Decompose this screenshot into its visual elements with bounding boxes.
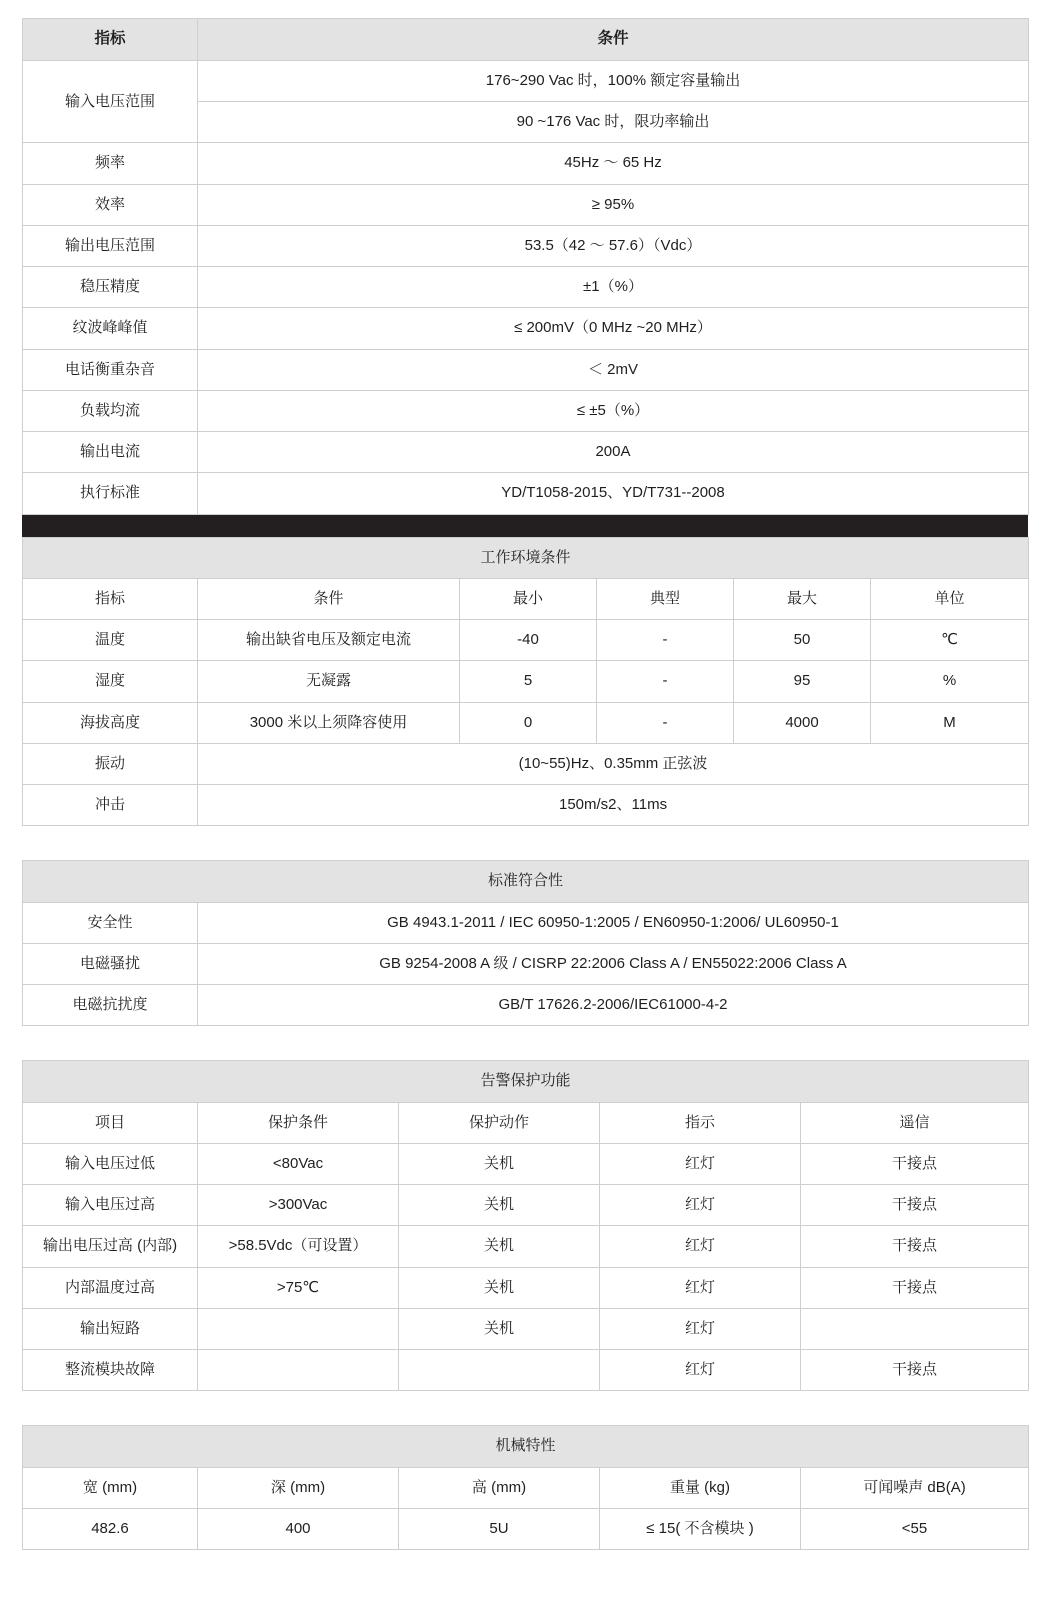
column-header-condition: 条件 <box>198 19 1029 61</box>
mechanical-spec-block <box>22 1425 1028 1550</box>
table-row <box>23 661 1029 702</box>
standards-title: 标准符合性 <box>23 861 1029 902</box>
table-header-row <box>23 578 1029 619</box>
column-header-protect-condition: 保护条件 <box>198 1102 399 1143</box>
row-value-ems: GB/T 17626.2-2006/IEC61000-4-2 <box>198 985 1029 1026</box>
standards-spec-block <box>22 860 1028 1026</box>
row-value-noise: <55 <box>801 1508 1029 1549</box>
row-label-input-overvoltage: 输入电压过高 <box>23 1185 198 1226</box>
row-value-shock: 150m/s2、11ms <box>198 785 1029 826</box>
electrical-spec-table <box>22 18 1029 515</box>
row-label-frequency: 频率 <box>23 143 198 184</box>
row-value-depth: 400 <box>198 1508 399 1549</box>
row-unit-humidity: % <box>871 661 1029 702</box>
row-condition-temperature: 输出缺省电压及额定电流 <box>198 620 460 661</box>
table-title-row <box>23 1426 1029 1467</box>
column-header-typical: 典型 <box>597 578 734 619</box>
row-label-psophometric-noise: 电话衡重杂音 <box>23 349 198 390</box>
row-value-ripple-peak: ≤ 200mV（0 MHz ~20 MHz） <box>198 308 1029 349</box>
column-header-protect-action: 保护动作 <box>399 1102 600 1143</box>
alarm-spec-table <box>22 1060 1029 1391</box>
row-value-psophometric-noise: ＜ 2mV <box>198 349 1029 390</box>
column-header-height: 高 (mm) <box>399 1467 600 1508</box>
row-action-input-undervoltage: 关机 <box>399 1143 600 1184</box>
table-row <box>23 785 1029 826</box>
column-header-metric: 指标 <box>23 19 198 61</box>
table-row <box>23 985 1029 1026</box>
row-label-efficiency: 效率 <box>23 184 198 225</box>
table-row <box>23 902 1029 943</box>
column-header-unit: 单位 <box>871 578 1029 619</box>
standards-spec-table <box>22 860 1029 1026</box>
table-title-row <box>23 537 1029 578</box>
row-label-output-voltage-range: 输出电压范围 <box>23 225 198 266</box>
row-label-ripple-peak: 纹波峰峰值 <box>23 308 198 349</box>
table-row <box>23 743 1029 784</box>
row-value-output-current: 200A <box>198 432 1029 473</box>
row-unit-altitude: M <box>871 702 1029 743</box>
row-label-humidity: 湿度 <box>23 661 198 702</box>
row-label-ems: 电磁抗扰度 <box>23 985 198 1026</box>
row-typical-temperature: - <box>597 620 734 661</box>
table-row <box>23 473 1029 514</box>
column-header-noise: 可闻噪声 dB(A) <box>801 1467 1029 1508</box>
column-header-metric: 指标 <box>23 578 198 619</box>
table-row <box>23 1267 1029 1308</box>
row-condition-input-undervoltage: <80Vac <box>198 1143 399 1184</box>
row-condition-output-overvoltage: >58.5Vdc（可设置） <box>198 1226 399 1267</box>
row-telesignal-output-overvoltage: 干接点 <box>801 1226 1029 1267</box>
row-value-weight: ≤ 15( 不含模块 ) <box>600 1508 801 1549</box>
row-value-safety: GB 4943.1-2011 / IEC 60950-1:2005 / EN60950-1:2006/ UL60950-1 <box>198 902 1029 943</box>
row-typical-humidity: - <box>597 661 734 702</box>
row-indication-output-overvoltage: 红灯 <box>600 1226 801 1267</box>
row-value-input-voltage-range-1: 176~290 Vac 时，100% 额定容量输出 <box>198 60 1029 101</box>
row-max-humidity: 95 <box>734 661 871 702</box>
table-header-row <box>23 19 1029 61</box>
row-indication-input-undervoltage: 红灯 <box>600 1143 801 1184</box>
table-row <box>23 267 1029 308</box>
column-header-weight: 重量 (kg) <box>600 1467 801 1508</box>
row-label-input-voltage-range: 输入电压范围 <box>23 60 198 143</box>
table-row <box>23 308 1029 349</box>
row-telesignal-internal-overtemp: 干接点 <box>801 1267 1029 1308</box>
mechanical-title: 机械特性 <box>23 1426 1029 1467</box>
row-typical-altitude: - <box>597 702 734 743</box>
row-value-vibration: (10~55)Hz、0.35mm 正弦波 <box>198 743 1029 784</box>
table-row <box>23 702 1029 743</box>
row-unit-temperature: ℃ <box>871 620 1029 661</box>
section-divider-bar <box>22 515 1028 537</box>
table-row <box>23 1143 1029 1184</box>
table-row <box>23 1308 1029 1349</box>
table-row <box>23 184 1029 225</box>
row-value-regulation-accuracy: ±1（%） <box>198 267 1029 308</box>
table-row <box>23 1508 1029 1549</box>
row-telesignal-rectifier-fault: 干接点 <box>801 1350 1029 1391</box>
row-condition-input-overvoltage: >300Vac <box>198 1185 399 1226</box>
row-value-load-sharing: ≤ ±5（%） <box>198 390 1029 431</box>
row-telesignal-input-undervoltage: 干接点 <box>801 1143 1029 1184</box>
row-label-load-sharing: 负载均流 <box>23 390 198 431</box>
row-label-regulation-accuracy: 稳压精度 <box>23 267 198 308</box>
row-value-standard: YD/T1058-2015、YD/T731--2008 <box>198 473 1029 514</box>
spacer <box>22 1391 1028 1425</box>
row-value-input-voltage-range-2: 90 ~176 Vac 时，限功率输出 <box>198 102 1029 143</box>
table-row <box>23 143 1029 184</box>
row-max-altitude: 4000 <box>734 702 871 743</box>
row-value-efficiency: ≥ 95% <box>198 184 1029 225</box>
spacer <box>22 826 1028 860</box>
column-header-depth: 深 (mm) <box>198 1467 399 1508</box>
environment-title: 工作环境条件 <box>23 537 1029 578</box>
table-title-row <box>23 1061 1029 1102</box>
row-action-internal-overtemp: 关机 <box>399 1267 600 1308</box>
table-row <box>23 349 1029 390</box>
row-telesignal-output-short <box>801 1308 1029 1349</box>
table-row <box>23 432 1029 473</box>
alarm-title: 告警保护功能 <box>23 1061 1029 1102</box>
row-value-emi: GB 9254-2008 A 级 / CISRP 22:2006 Class A / EN55022:2006 Class A <box>198 943 1029 984</box>
row-label-rectifier-fault: 整流模块故障 <box>23 1350 198 1391</box>
column-header-min: 最小 <box>460 578 597 619</box>
row-action-rectifier-fault <box>399 1350 600 1391</box>
row-label-output-current: 输出电流 <box>23 432 198 473</box>
row-min-humidity: 5 <box>460 661 597 702</box>
electrical-spec-block <box>22 18 1028 515</box>
table-row <box>23 225 1029 266</box>
table-row <box>23 60 1029 101</box>
column-header-telesignal: 遥信 <box>801 1102 1029 1143</box>
row-indication-input-overvoltage: 红灯 <box>600 1185 801 1226</box>
row-condition-altitude: 3000 米以上须降容使用 <box>198 702 460 743</box>
column-header-indication: 指示 <box>600 1102 801 1143</box>
environment-spec-table <box>22 537 1029 827</box>
row-indication-rectifier-fault: 红灯 <box>600 1350 801 1391</box>
row-action-output-overvoltage: 关机 <box>399 1226 600 1267</box>
table-header-row <box>23 1102 1029 1143</box>
row-label-output-overvoltage: 输出电压过高 (内部) <box>23 1226 198 1267</box>
spacer <box>22 1026 1028 1060</box>
table-header-row <box>23 1467 1029 1508</box>
row-indication-output-short: 红灯 <box>600 1308 801 1349</box>
row-label-altitude: 海拔高度 <box>23 702 198 743</box>
alarm-spec-block <box>22 1060 1028 1391</box>
row-label-emi: 电磁骚扰 <box>23 943 198 984</box>
row-label-standard: 执行标准 <box>23 473 198 514</box>
row-label-internal-overtemp: 内部温度过高 <box>23 1267 198 1308</box>
row-condition-humidity: 无凝露 <box>198 661 460 702</box>
row-indication-internal-overtemp: 红灯 <box>600 1267 801 1308</box>
column-header-width: 宽 (mm) <box>23 1467 198 1508</box>
row-max-temperature: 50 <box>734 620 871 661</box>
row-label-input-undervoltage: 输入电压过低 <box>23 1143 198 1184</box>
row-label-temperature: 温度 <box>23 620 198 661</box>
row-value-width: 482.6 <box>23 1508 198 1549</box>
table-row <box>23 1226 1029 1267</box>
row-label-vibration: 振动 <box>23 743 198 784</box>
column-header-max: 最大 <box>734 578 871 619</box>
row-value-frequency: 45Hz 〜 65 Hz <box>198 143 1029 184</box>
row-action-input-overvoltage: 关机 <box>399 1185 600 1226</box>
row-action-output-short: 关机 <box>399 1308 600 1349</box>
table-row <box>23 390 1029 431</box>
row-label-shock: 冲击 <box>23 785 198 826</box>
row-value-output-voltage-range: 53.5（42 〜 57.6）（Vdc） <box>198 225 1029 266</box>
column-header-item: 项目 <box>23 1102 198 1143</box>
table-title-row <box>23 861 1029 902</box>
table-row <box>23 943 1029 984</box>
column-header-condition: 条件 <box>198 578 460 619</box>
row-condition-rectifier-fault <box>198 1350 399 1391</box>
row-min-altitude: 0 <box>460 702 597 743</box>
table-row <box>23 1350 1029 1391</box>
row-condition-output-short <box>198 1308 399 1349</box>
row-condition-internal-overtemp: >75℃ <box>198 1267 399 1308</box>
table-row <box>23 620 1029 661</box>
environment-spec-block <box>22 537 1028 827</box>
row-min-temperature: -40 <box>460 620 597 661</box>
mechanical-spec-table <box>22 1425 1029 1550</box>
row-telesignal-input-overvoltage: 干接点 <box>801 1185 1029 1226</box>
row-label-safety: 安全性 <box>23 902 198 943</box>
row-value-height: 5U <box>399 1508 600 1549</box>
row-label-output-short: 输出短路 <box>23 1308 198 1349</box>
table-row <box>23 1185 1029 1226</box>
